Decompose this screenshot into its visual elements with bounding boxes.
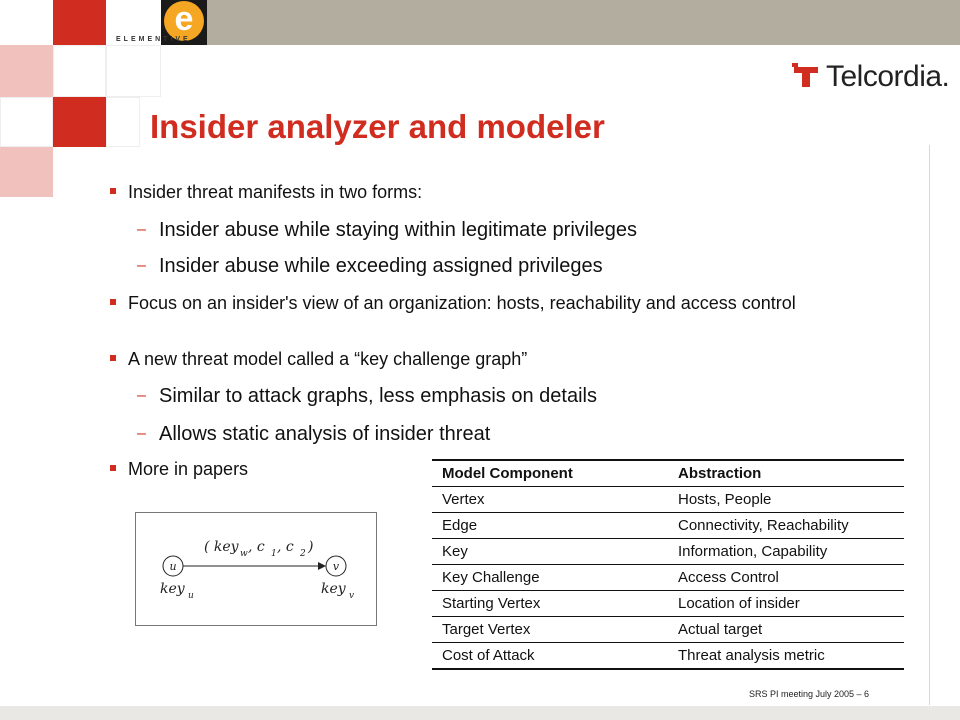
bullet-text: A new threat model called a “key challenge graph”	[128, 349, 528, 369]
sub-bullet-item	[137, 421, 491, 447]
table-cell: Connectivity, Reachability	[678, 517, 849, 534]
sub-bullet-text: Allows static analysis of insider threat	[159, 423, 491, 445]
table-cell: Cost of Attack	[442, 647, 535, 664]
table-cell: Access Control	[678, 569, 779, 586]
table-cell: Starting Vertex	[442, 595, 541, 612]
table-header-row	[432, 461, 904, 487]
table-cell: Key	[442, 543, 468, 560]
sub-bullet-item	[137, 253, 603, 279]
bottom-bar	[0, 706, 960, 720]
decor-square	[53, 0, 106, 45]
table-row	[432, 617, 904, 643]
abstraction-table	[432, 459, 904, 670]
bullet-text: Focus on an insider's view of an organization: hosts, reachability and access control	[128, 293, 796, 313]
bullet-marker	[110, 355, 116, 361]
decor-square	[106, 97, 140, 147]
dash-marker: –	[137, 221, 146, 238]
slide-title: Insider analyzer and modeler	[150, 108, 605, 145]
dash-marker: –	[137, 257, 146, 274]
sub-bullet-item	[137, 383, 597, 409]
decor-square	[53, 45, 106, 97]
bullet-text: Insider threat manifests in two forms:	[128, 182, 423, 202]
table-cell: Information, Capability	[678, 543, 828, 560]
table-row	[432, 513, 904, 539]
table-header-cell: Abstraction	[678, 465, 762, 482]
sub-bullet-text: Insider abuse while staying within legitimate privileges	[159, 219, 638, 241]
sub-bullet-text: Insider abuse while exceeding assigned privileges	[159, 255, 603, 277]
key-challenge-diagram	[136, 513, 376, 625]
bullet-item	[128, 290, 868, 316]
dash-marker: –	[137, 387, 146, 404]
edge-label	[204, 539, 313, 559]
key-u-label: key	[160, 581, 185, 597]
telcordia-wordmark: Telcordia.	[826, 60, 950, 93]
edge-label-sub-w: w	[240, 549, 248, 559]
bullet-marker	[110, 465, 116, 471]
right-divider	[929, 145, 930, 705]
bullet-item	[128, 179, 888, 205]
edge-label-c2: , c	[277, 539, 294, 555]
table-cell: Vertex	[442, 491, 485, 508]
edge-label-c1: , c	[248, 539, 265, 555]
table-cell: Hosts, People	[678, 491, 772, 508]
table-row	[432, 565, 904, 591]
key-v-sub: v	[349, 591, 355, 601]
table-row	[432, 643, 904, 669]
key-challenge-figure	[135, 512, 377, 626]
decor-square	[106, 45, 161, 97]
table-row	[432, 539, 904, 565]
sub-bullet-item	[137, 217, 638, 243]
telcordia-mark-icon	[792, 63, 820, 89]
table-cell: Key Challenge	[442, 569, 540, 586]
edge-label-key: ( key	[204, 539, 239, 555]
key-v-label: key	[321, 581, 346, 597]
table-cell: Actual target	[678, 621, 763, 638]
table-header-cell: Model Component	[442, 465, 573, 482]
bullet-marker	[110, 188, 116, 194]
dash-marker: –	[137, 425, 146, 442]
edge-label-close: )	[308, 539, 314, 555]
table-row	[432, 591, 904, 617]
slide-footer: SRS PI meeting July 2005 – 6	[749, 689, 870, 699]
bullet-text: More in papers	[128, 459, 249, 479]
decor-square	[0, 45, 53, 97]
table-row	[432, 487, 904, 513]
bullet-item	[128, 346, 888, 372]
bullet-item	[128, 456, 408, 482]
table-cell: Location of insider	[678, 595, 800, 612]
decor-square	[53, 97, 106, 147]
edge-label-sub-1: 1	[271, 549, 277, 559]
node-u-label: u	[169, 560, 177, 573]
bullet-marker	[110, 299, 116, 305]
table-cell: Target Vertex	[442, 621, 531, 638]
decor-square	[0, 0, 53, 45]
decor-square	[0, 147, 53, 197]
table-cell: Threat analysis metric	[678, 647, 825, 664]
node-v-label: v	[332, 560, 340, 573]
edge-label-sub-2: 2	[300, 549, 306, 559]
elementive-wordmark: ELEMENTIVE	[116, 36, 191, 43]
decor-square	[0, 97, 53, 147]
key-u-sub: u	[188, 591, 194, 601]
sub-bullet-text: Similar to attack graphs, less emphasis on details	[159, 385, 597, 407]
table-cell: Edge	[442, 517, 478, 534]
logo-letter: e	[164, 1, 204, 41]
